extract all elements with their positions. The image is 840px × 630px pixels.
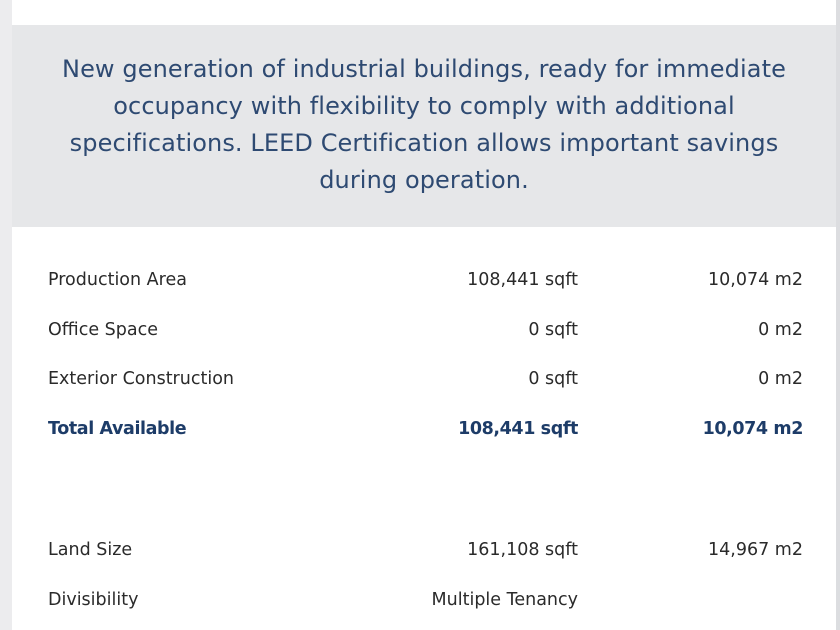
land-label: Land Size xyxy=(48,540,133,560)
land-sqft-value: 161,108 sqft xyxy=(467,540,578,560)
spec-row-divisibility xyxy=(0,590,840,616)
spec-label: Office Space xyxy=(48,320,158,340)
spec-row-land-size xyxy=(0,540,840,566)
spec-row-production-area xyxy=(0,270,840,296)
total-label: Total Available xyxy=(48,419,187,439)
spec-row-exterior-construction xyxy=(0,369,840,395)
right-border xyxy=(836,0,840,630)
land-m2-value: 14,967 m2 xyxy=(708,540,803,560)
divisibility-label: Divisibility xyxy=(48,590,139,610)
spec-m2-value: 0 m2 xyxy=(758,369,803,389)
top-card-strip xyxy=(12,0,836,25)
spec-sqft-value: 0 sqft xyxy=(528,320,578,340)
spec-sqft-value: 108,441 sqft xyxy=(467,270,578,290)
left-border xyxy=(0,0,12,630)
description-text: New generation of industrial buildings, ready for immediate occupancy with flexibility to comply with additional specifications. LEED Certification allows important savings during operation. xyxy=(62,55,786,194)
spec-sqft-value: 0 sqft xyxy=(528,369,578,389)
spec-label: Production Area xyxy=(48,270,187,290)
spec-row-total-available xyxy=(0,419,840,445)
total-m2-value: 10,074 m2 xyxy=(702,419,803,439)
spec-m2-value: 0 m2 xyxy=(758,320,803,340)
divisibility-value: Multiple Tenancy xyxy=(431,590,578,610)
spec-label: Exterior Construction xyxy=(48,369,234,389)
spec-m2-value: 10,074 m2 xyxy=(708,270,803,290)
spec-row-office-space xyxy=(0,320,840,346)
description-banner xyxy=(12,25,836,227)
total-sqft-value: 108,441 sqft xyxy=(458,419,578,439)
